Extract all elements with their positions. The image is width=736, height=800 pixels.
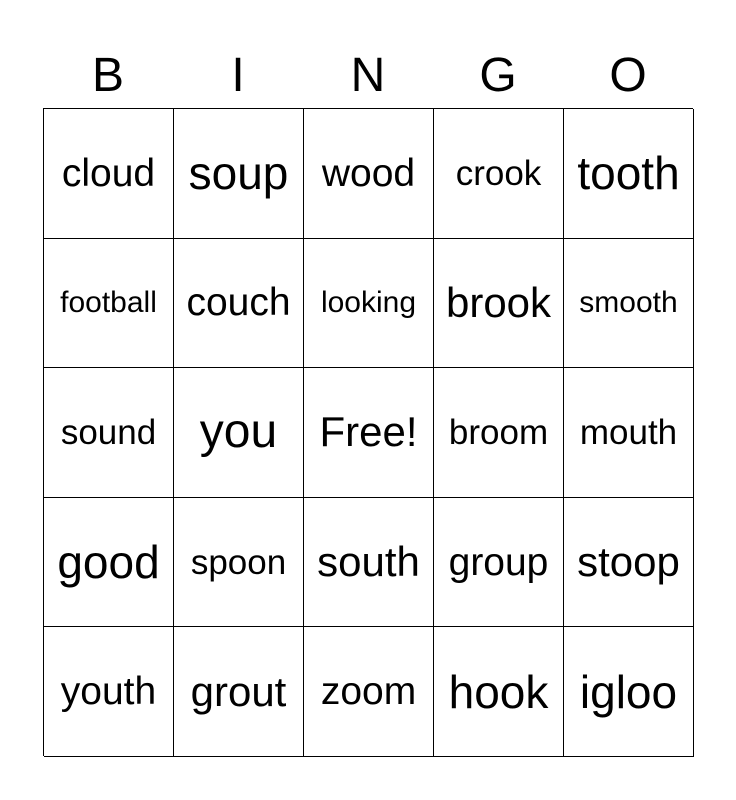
bingo-board <box>43 108 693 756</box>
bingo-cell-r4-c4[interactable]: group <box>434 498 564 628</box>
bingo-cell-r5-c2[interactable]: grout <box>174 627 304 757</box>
bingo-cell-r3-c4[interactable]: broom <box>434 368 564 498</box>
bingo-cell-r3-c1[interactable]: sound <box>44 368 174 498</box>
bingo-cell-r4-c5[interactable]: stoop <box>564 498 694 628</box>
bingo-cell-r3-c2[interactable]: you <box>174 368 304 498</box>
bingo-cell-r4-c3[interactable]: south <box>304 498 434 628</box>
header-letter-i: I <box>231 49 245 102</box>
bingo-cell-r5-c4[interactable]: hook <box>434 627 564 757</box>
bingo-cell-r2-c5[interactable]: smooth <box>564 239 694 369</box>
bingo-cell-r5-c5[interactable]: igloo <box>564 627 694 757</box>
bingo-cell-r3-c3[interactable]: Free! <box>304 368 434 498</box>
bingo-cell-r1-c4[interactable]: crook <box>434 109 564 239</box>
header-letter-o: O <box>609 49 647 102</box>
bingo-header <box>43 44 693 108</box>
bingo-cell-r5-c1[interactable]: youth <box>44 627 174 757</box>
bingo-cell-r3-c5[interactable]: mouth <box>564 368 694 498</box>
bingo-cell-r2-c4[interactable]: brook <box>434 239 564 369</box>
bingo-cell-r1-c5[interactable]: tooth <box>564 109 694 239</box>
header-letter-g: G <box>479 49 517 102</box>
bingo-cell-r1-c1[interactable]: cloud <box>44 109 174 239</box>
bingo-cell-r2-c1[interactable]: football <box>44 239 174 369</box>
bingo-cell-r1-c3[interactable]: wood <box>304 109 434 239</box>
header-letter-n: N <box>350 49 386 102</box>
bingo-cell-r5-c3[interactable]: zoom <box>304 627 434 757</box>
bingo-cell-r4-c1[interactable]: good <box>44 498 174 628</box>
bingo-cell-r2-c2[interactable]: couch <box>174 239 304 369</box>
bingo-cell-r4-c2[interactable]: spoon <box>174 498 304 628</box>
header-letter-b: B <box>91 49 124 102</box>
bingo-cell-r2-c3[interactable]: looking <box>304 239 434 369</box>
bingo-cell-r1-c2[interactable]: soup <box>174 109 304 239</box>
